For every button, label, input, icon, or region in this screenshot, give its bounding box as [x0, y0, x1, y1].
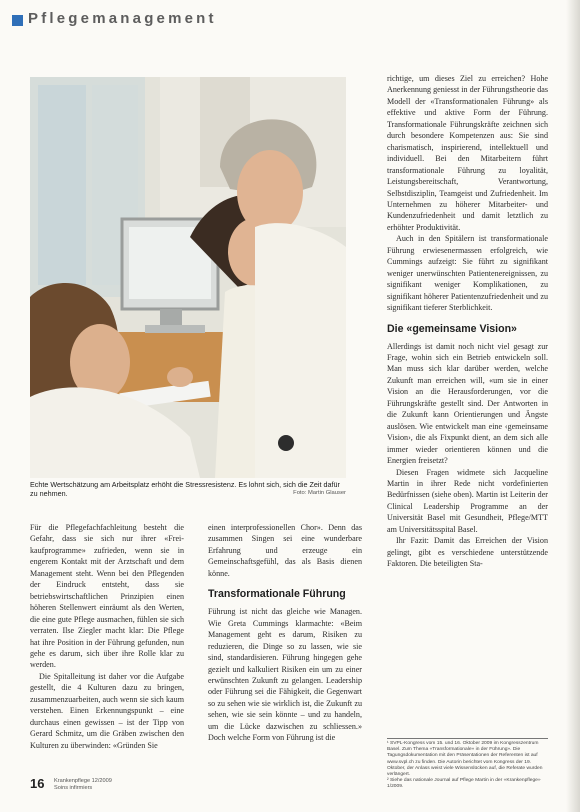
- photo-caption: [30, 480, 346, 498]
- paragraph: richtige, um dieses Ziel zu erreichen? Hohe Anerkennung geniesst in der Führungstheorie das Modell der «Transformationalen Führung» als effektive und aktive Form der Führung. Transformationale Führungskräfte zeichnen sich durch besondere Kompetenzen aus: Sie sind charismatisch, inspirierend, intellektuell und individuell. Bei den Mitarbeitern führt transformationale Führung zu loyalität, Leistungsbereitschaft, Verantwortung, Selbstdisziplin, Teamgeist und Zufriedenheit. Im Unternehmen zu höherer Mitarbeiter- und Kundenzufriedenheit und damit letztlich zu erhöhter Produktivität.: [387, 74, 548, 232]
- footnote: ² Siehe das nationale Journal auf Pflege Martin in der «Krankenpflege» 1/2009.: [387, 778, 541, 790]
- footnotes: [387, 738, 548, 791]
- article-photo: [30, 77, 346, 478]
- paragraph: Auch in den Spitälern ist transformationale Führung erwiesenermassen erfolgreich, wie Cummings aufzeigt: Sie führt zu signifikant weniger unerwünschten Patientenereignissen, zu signifikant weniger Komplikationen, zu signifikant höherer Patientenzufriedenheit und zu signifikant tieferer Sterblichkeit.: [387, 234, 548, 313]
- paragraph: Für die Pflegefachfachleitung besteht die Gefahr, dass sie sich nur ihrer «Frei- kaufprogramme» zufrieden, wenn sie in engerem Kontakt mit der Arztschaft und dem Management steht. Wenn bei den Pflegenden der Eindruck entsteht, dass sie betriebswirtschaftlichen Prinzipien einen höheren Stellenwert einräumt als den Werten, die eine gute Pflege ausmachen, fühlen sie sich verraten. Ilse Ziegler macht klar: Die Pflege hat ihre Position in der Führung gefunden, nun gehe es darum, sich über ihre Rolle klar zu werden.: [30, 523, 184, 670]
- magazine-subtitle: Soins infirmiers: [54, 785, 93, 791]
- section-title: Pflegemanagement: [28, 10, 217, 27]
- section-marker-square: [12, 15, 23, 26]
- page-footer: [30, 776, 330, 796]
- article-column-1: [30, 522, 184, 751]
- article-column-3: [387, 73, 548, 570]
- nurses-at-computer-illustration: [30, 77, 346, 478]
- article-column-2: [208, 522, 362, 744]
- paragraph: Allerdings ist damit noch nicht viel gesagt zur Frage, wohin sich ein Betrieb entwickeln soll. Man muss sich klar darüber werden, welche Zukunft man erreichen will, «um sie in einer Vision an die Herausforderungen, vor die Führungskräfte gestellt sind. Der Antworten in die Zukunft kann Orientierungen und Ängste auslösen. Wie entwickelt man eine ‹gemeinsame Vision›, die als Fixpunkt dient, an dem sich alle immer wieder orientieren können und die Energien freisetzt?: [387, 341, 548, 466]
- paragraph: Die Spitalleitung ist daher vor die Aufgabe gestellt, die 4 Kulturen dazu zu bringen, zusammenzuarbeiten, auch wenn sie sich kaum verstehen. Einen Erkennungspunkt – eine durchaus einen gewissen – ist der Tipp von Gerard Schmitz, um die Gräben zwischen den Kulturen zu überwinden: «Gründen Sie: [30, 671, 184, 750]
- footnote: ¹ SVPL-Kongress vom 15. und 16. Oktober 2009 im Kongresszentrum Basel. Zum Thema «Transformationale» in der Führung». Die Tagungsdokumentation mit den Präsentationen der Referenten ist auf www.svpl.ch zu finden. Die Autorin berichtet vom Kongress der 19. Oktober, der Anlass weist viele Wissenslücken auf, die Referate wurden verlängert.: [387, 741, 543, 778]
- paragraph: Diesen Fragen widmete sich Jacqueline Martin in ihrer Rede nicht vordefinierten Bedürfnissen (siehe oben). Martin ist Leiterin der Clinical Leadership Programme an der Universität Basel mit Gesundheit, Pflege/MTT am Universitätsspital Basel.: [387, 467, 548, 534]
- caption-text: Echte Wertschätzung am Arbeitsplatz erhöht die Stressresistenz. Es lohnt sich, sich die Zeit dafür zu nehmen.: [30, 480, 340, 498]
- magazine-issue: Krankenpflege 12/2009: [54, 778, 112, 784]
- paragraph: Ihr Fazit: Damit das Erreichen der Vision gelingt, gibt es verschiedene unterstützende Faktoren. Die beteiligten Sta-: [387, 536, 548, 569]
- photo-credit: Foto: Martin Glauser: [293, 490, 346, 496]
- subheading-shared-vision: Die «gemeinsame Vision»: [387, 322, 517, 335]
- page-number: 16: [30, 776, 45, 791]
- subheading-transformational-leadership: Transformationale Führung: [208, 588, 346, 601]
- section-header: [12, 10, 568, 32]
- paragraph: einen interprofessionellen Chor». Denn das zusammen Singen sei eine wunderbare Erfahrung und erzeuge ein Gemeinschaftsgefühl, das als Basis dienen könne.: [208, 523, 362, 578]
- paragraph: Führung ist nicht das gleiche wie Managen. Wie Greta Cummings klarmachte: «Beim Management geht es darum, Risiken zu reduzieren, die Dinge so zu lassen, wie sie sind, standardisieren. Führung hingegen gehe gezielt und kalkuliert Risiken ein um zu einer erwünschten Zukunft zu gelangen. Leadership oder Führung sei die Fähigkeit, die Gegenwart so zu sehen wie sie wirklich ist, die Zukunft zu sehen, wie sie sein könnte – und zu handeln, um die Lücke dazwischen zu schliessen.» Doch welche Form von Führung ist die: [208, 607, 362, 743]
- magazine-info: [54, 778, 112, 792]
- page-edge-shadow: [566, 0, 580, 812]
